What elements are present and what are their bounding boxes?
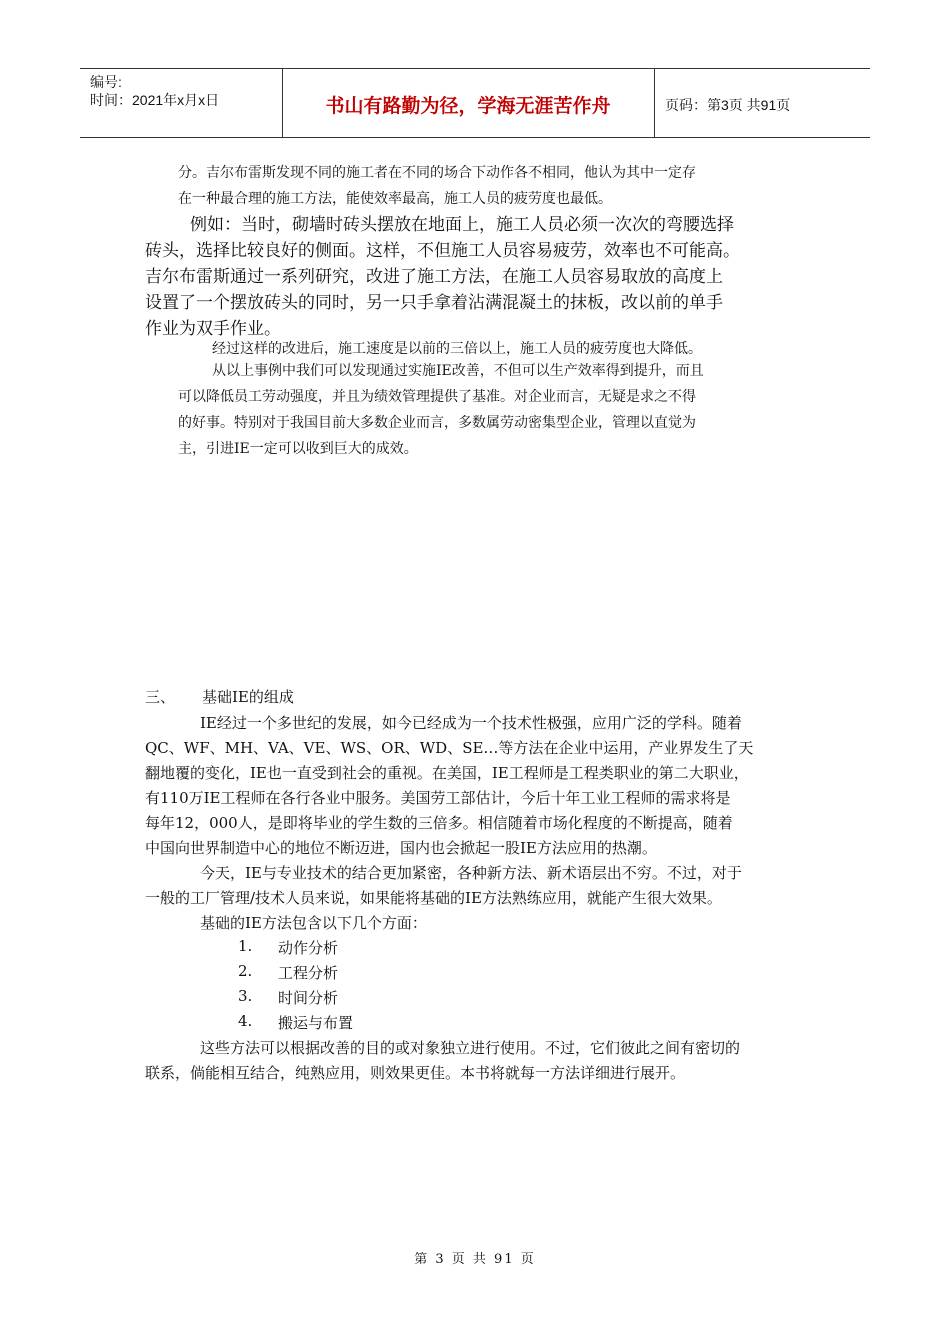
paragraph-line: 每年12，000人，是即将毕业的学生数的三倍多。相信随着市场化程度的不断提高，随着 xyxy=(145,814,733,832)
paragraph-line: 设置了一个摆放砖头的同时，另一只手拿着沾满混凝土的抹板，改以前的单手 xyxy=(145,293,723,313)
list-item: 时间分析 xyxy=(278,989,339,1007)
page-header xyxy=(80,68,870,138)
page-footer: 第 3 页 共 91 页 xyxy=(414,1252,536,1267)
paragraph-line: QC、WF、MH、VA、VE、WS、OR、WD、SE…等方法在企业中运用，产业界发生了天 xyxy=(145,739,754,757)
document-date-label: 时间：2021年x月x日 xyxy=(90,92,220,108)
paragraph-line: 有110万IE工程师在各行各业中服务。美国劳工部估计，今后十年工业工程师的需求将是 xyxy=(145,789,731,807)
paragraph-line: 今天，IE与专业技术的结合更加紧密，各种新方法、新术语层出不穷。不过，对于 xyxy=(200,864,742,882)
header-divider xyxy=(654,69,655,137)
paragraph-line: 的好事。特别对于我国目前大多数企业而言，多数属劳动密集型企业，管理以直觉为 xyxy=(178,415,696,431)
paragraph-line: 中国向世界制造中心的地位不断迈进，国内也会掀起一股IE方法应用的热潮。 xyxy=(145,839,657,857)
header-meta xyxy=(90,73,219,109)
paragraph-line: 联系，倘能相互结合，纯熟应用，则效果更佳。本书将就每一方法详细进行展开。 xyxy=(145,1064,686,1082)
list-item-number: 3. xyxy=(238,987,253,1005)
paragraph-line: 翻地覆的变化，IE也一直受到社会的重视。在美国，IE工程师是工程类职业的第二大职业， xyxy=(145,764,749,782)
paragraph-line: 主，引进IE一定可以收到巨大的成效。 xyxy=(178,441,418,457)
paragraph-line: 分。吉尔布雷斯发现不同的施工者在不同的场合下动作各不相同，他认为其中一定存 xyxy=(178,165,696,181)
paragraph-line: 经过这样的改进后，施工速度是以前的三倍以上，施工人员的疲劳度也大降低。 xyxy=(212,341,702,357)
list-item: 动作分析 xyxy=(278,939,339,957)
paragraph-line: 砖头，选择比较良好的侧面。这样，不但施工人员容易疲劳，效率也不可能高。 xyxy=(145,241,740,261)
section-title: 基础IE的组成 xyxy=(202,688,294,706)
paragraph-line: IE经过一个多世纪的发展，如今已经成为一个技术性极强，应用广泛的学科。随着 xyxy=(200,714,742,732)
paragraph-line: 吉尔布雷斯通过一系列研究，改进了施工方法，在施工人员容易取放的高度上 xyxy=(145,267,723,287)
header-motto: 书山有路勤为径，学海无涯苦作舟 xyxy=(325,95,611,117)
header-page-number: 页码：第3页 共91页 xyxy=(665,97,791,113)
list-item-number: 1. xyxy=(238,937,253,955)
paragraph-line: 例如：当时，砌墙时砖头摆放在地面上，施工人员必须一次次的弯腰选择 xyxy=(190,215,734,235)
paragraph-line: 从以上事例中我们可以发现通过实施IE改善，不但可以生产效率得到提升，而且 xyxy=(212,363,704,379)
list-item: 搬运与布置 xyxy=(278,1014,354,1032)
list-item-number: 2. xyxy=(238,962,253,980)
section-number: 三、 xyxy=(145,688,176,706)
paragraph-line: 这些方法可以根据改善的目的或对象独立进行使用。不过，它们彼此之间有密切的 xyxy=(200,1039,741,1057)
list-item-number: 4. xyxy=(238,1012,253,1030)
paragraph-line: 基础的IE方法包含以下几个方面： xyxy=(200,914,427,932)
paragraph-line: 可以降低员工劳动强度，并且为绩效管理提供了基准。对企业而言，无疑是求之不得 xyxy=(178,389,696,405)
paragraph-line: 在一种最合理的施工方法，能使效率最高，施工人员的疲劳度也最低。 xyxy=(178,191,612,207)
paragraph-line: 一般的工厂管理/技术人员来说，如果能将基础的IE方法熟练应用，就能产生很大效果。 xyxy=(145,889,722,907)
list-item: 工程分析 xyxy=(278,964,339,982)
document-number-label: 编号: xyxy=(90,74,122,90)
paragraph-line: 作业为双手作业。 xyxy=(145,319,281,339)
